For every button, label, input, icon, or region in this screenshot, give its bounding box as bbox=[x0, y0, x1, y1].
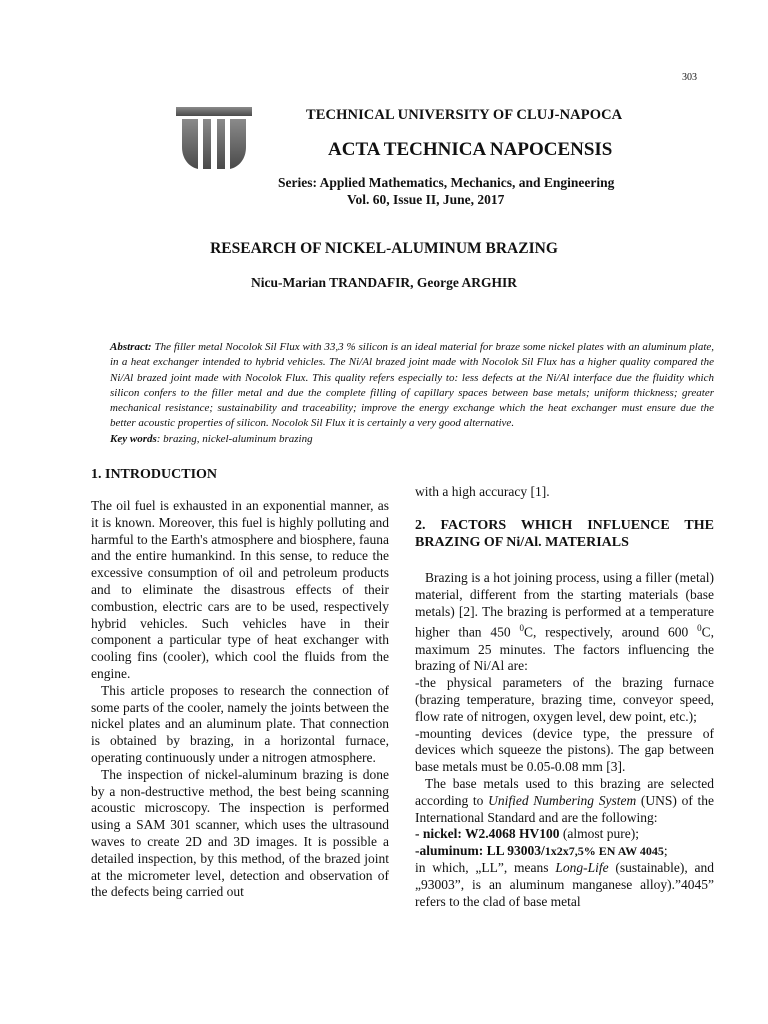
factor-item-furnace: -the physical parameters of the brazing furnace (brazing temperature, brazing time, conveyor speed, flow rate of nitrogen, oxygen level, dew point, etc.); bbox=[415, 675, 714, 724]
journal-volume: Vol. 60, Issue II, June, 2017 bbox=[347, 192, 505, 207]
intro-paragraph-3-continued: with a high accuracy [1]. bbox=[415, 484, 550, 499]
factor-item-mounting: -mounting devices (device type, the pressure of devices which squeeze the pistons). The gap between base metals must be 0.05-0.08 mm [3]. bbox=[415, 725, 714, 775]
journal-name: ACTA TECHNICA NAPOCENSIS bbox=[328, 139, 613, 160]
section-heading-introduction: 1. INTRODUCTION bbox=[91, 467, 218, 482]
intro-paragraph-3: The inspection of nickel-aluminum brazing is done by a non-destructive method, the best being scanning acoustic microscopy. The inspection is performed using a SAM 301 scanner, which uses the ultrasound waves to create 2D and 3D images. It is possible a detailed inspection, by this method, of the brazed joint at the micrometer level, detection and observation of the defects being carried out bbox=[91, 766, 389, 900]
paper-title: RESEARCH OF NICKEL-ALUMINUM BRAZING bbox=[210, 240, 558, 257]
factors-paragraph-1: Brazing is a hot joining process, using a filler (metal) material, different from the starting materials (base metals) [2]. The brazing is performed at a temperature higher than 450 $^0$C, respectively, around 600 $^0$C, maximum 25 minutes. The factors influencing the brazing of Ni/Al are: bbox=[415, 570, 714, 674]
journal-series: Series: Applied Mathematics, Mechanics, and Engineering bbox=[278, 175, 615, 190]
intro-paragraph-2: This article proposes to research the connection of some parts of the cooler, namely the joints between the nickel plates and an aluminum plate. That connection is obtained by brazing, in a horizontal furnace, operating continuously under a nitrogen atmosphere. bbox=[91, 682, 389, 765]
degree-superscript: 0 bbox=[519, 623, 524, 634]
degree-superscript: 0 bbox=[697, 623, 702, 634]
left-column bbox=[91, 498, 389, 901]
page-number: 303 bbox=[682, 72, 697, 83]
keywords-text: : brazing, nickel-aluminum brazing bbox=[156, 432, 313, 445]
university-name: TECHNICAL UNIVERSITY OF CLUJ-NAPOCA bbox=[306, 107, 623, 123]
aluminum-explanation: in which, „LL”, means Long-Life (sustainable), and „93003”, is an aluminum manganese alloy).”4045” refers to the clad of base metal bbox=[415, 860, 714, 909]
base-metals-paragraph: The base metals used to this brazing are selected according to Unified Numbering System (UNS) of the International Standard and are the following: bbox=[415, 776, 714, 825]
intro-paragraph-1: The oil fuel is exhausted in an exponential manner, as it is known. Moreover, this fuel is highly polluting and harmful to the Earth's atmosphere and biosphere, fauna and the entire humankind. In this sense, to reduce the excessive consumption of oil and petroleum products and to eliminate the disastrous effects of their combustion, electric cars are to be used, respectively hybrid vehicles. Such vehicles have in their component a particular type of heat exchanger with cooling fins (cooler), which cool the fluids from the engine. bbox=[91, 498, 389, 681]
aluminum-item: -aluminum: LL 93003/1x2x7,5% EN AW 4045; bbox=[415, 843, 668, 859]
nickel-item: - nickel: W2.4068 HV100 (almost pure); bbox=[415, 826, 639, 842]
abstract-label: Abstract: bbox=[110, 341, 152, 353]
keywords-label: Key words bbox=[110, 432, 157, 445]
university-logo bbox=[176, 107, 252, 169]
right-column bbox=[415, 484, 714, 501]
paper-authors: Nicu-Marian TRANDAFIR, George ARGHIR bbox=[251, 275, 517, 290]
factors-body bbox=[415, 570, 714, 910]
abstract-text: The filler metal Nocolok Sil Flux with 33,3 % silicon is an ideal material for braze some nickel plates with an aluminum plate, in a heat exchanger intended to hybrid vehicles. The Ni/Al brazed joint made with Nocolok Sil Flux has a higher quality compared the Ni/Al brazed joint made with Nocolok Flux. This quality refers especially to: less defects at the Ni/Al interface due the fluidity which silicon confers to the filler metal and due the complete filling of capillary spaces between base metals; uniform thickness; greater mechanical resistance; sustainability and traceability; improve the energy exchange which the heat exchanger must ensure due the better acoustic properties of silicon. Nocolok Sil Flux it is certainly a very good alternative. bbox=[110, 341, 715, 430]
section-heading-factors: 2. FACTORS WHICH INFLUENCE THE BRAZING OF Ni/Al. MATERIALS bbox=[415, 518, 714, 550]
abstract bbox=[110, 340, 714, 447]
